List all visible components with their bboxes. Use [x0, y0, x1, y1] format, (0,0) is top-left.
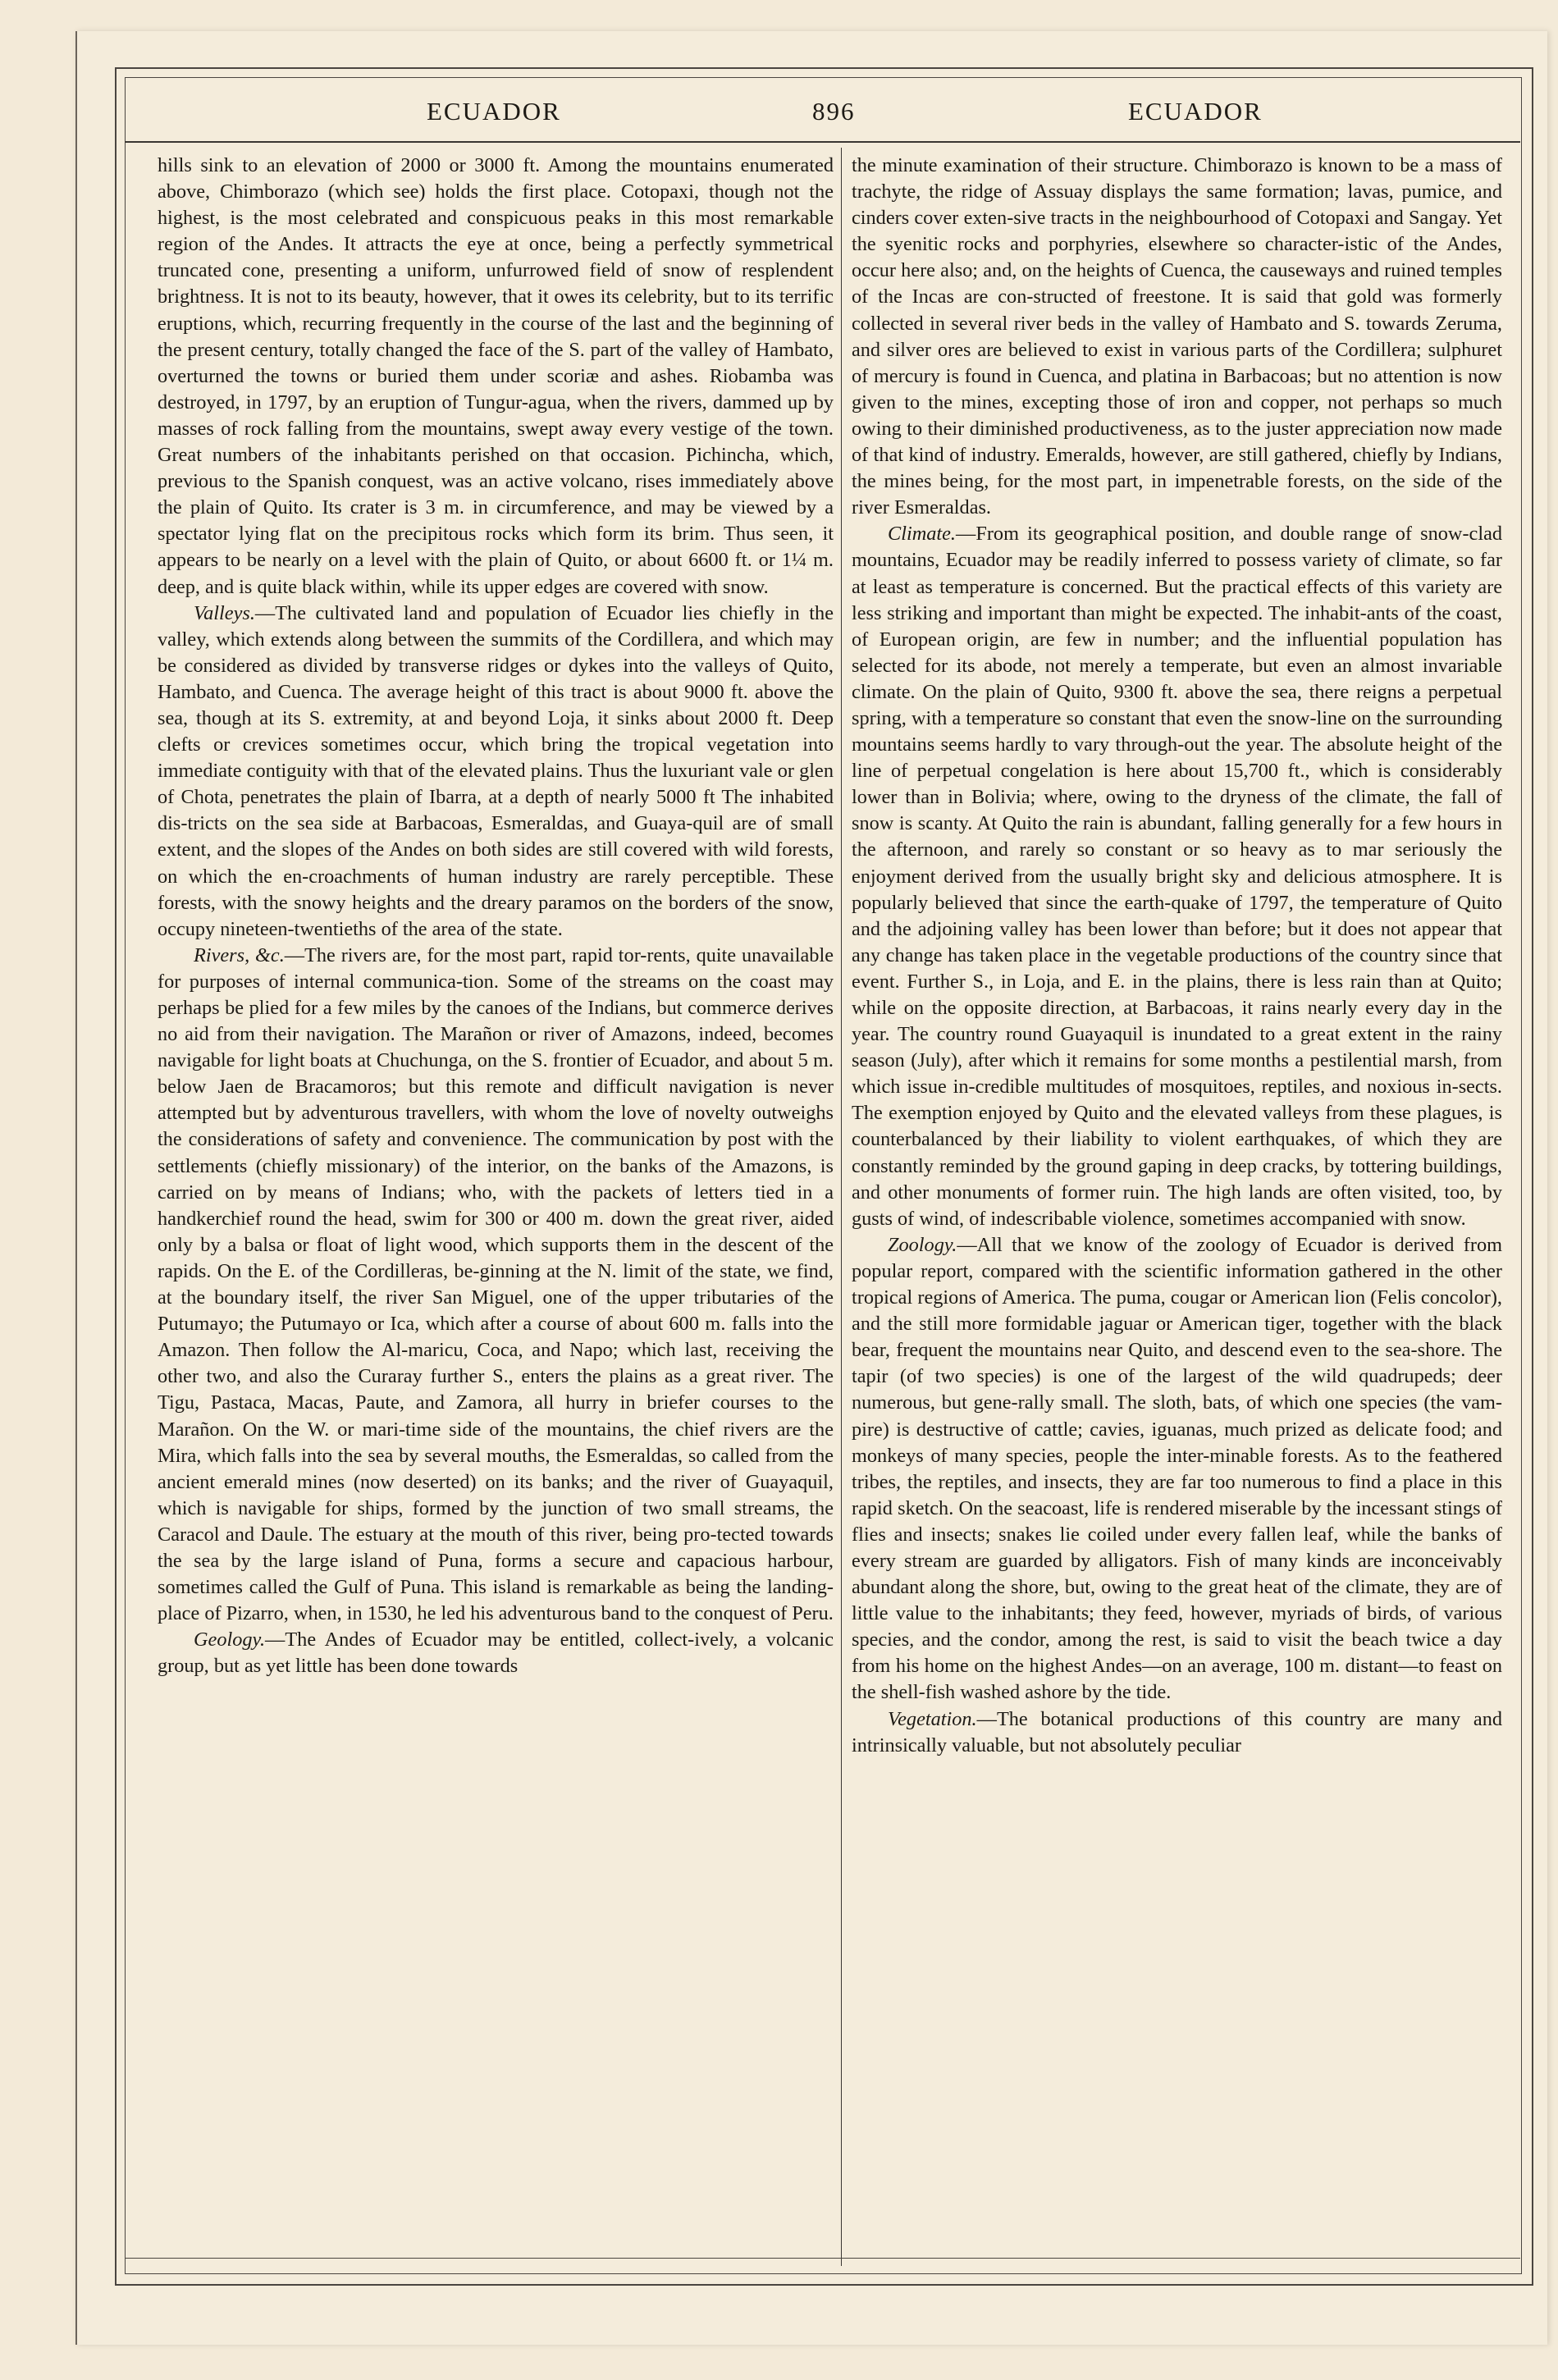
paragraph-text: —The botanical productions of this country are many and intrinsically valuable, but not absolutely peculiar — [852, 1707, 1502, 1756]
paragraph-text: —The rivers are, for the most part, rapid tor-rents, quite unavailable for purposes of internal communica-tion. Some of the streams on the coast may perhaps be plied for a few miles by the canoes of the Indians, but commerce derives no aid from their navigation. The Marañon or river of Amazons, indeed, becomes navigable for light boats at Chuchunga, on the S. frontier of Ecuador, and about 5 m. below Jaen de Bracamoros; but this remote and difficult navigation is never attempted but by adventurous travellers, with whom the love of novelty outweighs the considerations of safety and convenience. The communication by post with the settlements (chiefly missionary) of the interior, on the banks of the Amazons, is carried on by means of Indians; who, with the packets of letters tied in a handkerchief round the head, swim for 300 or 400 m. down the great river, aided only by a balsa or float of light wood, which supports them in the descent of the rapids. On the E. of the Cordilleras, be-ginning at the N. limit of the state, we find, at the boundary itself, the river San Miguel, one of the upper tributaries of the Putumayo; the Putumayo or Ica, which after a course of about 600 m. falls into the Amazon. Then follow the Al-maricu, Coca, and Napo; which last, receiving the other two, and also the Curaray further S., enters the plains as a great river. The Tigu, Pastaca, Macas, Paute, and Zamora, all hurry in briefer courses to the Marañon. On the W. or mari-time side of the mountains, the chief rivers are the Mira, which falls into the sea by several mouths, the Esmeraldas, so called from the ancient emerald mines (now deserted) on its banks; and the river of Guayaquil, which is navigable for ships, formed by the junction of two small streams, the Caracol and Daule. The estuary at the mouth of this river, being pro-tected towards the sea by the large island of Puna, forms a secure and capacious harbour, sometimes called the Gulf of Puna. This island is remarkable as being the landing-place of Pizarro, when, in 1530, he led his adventurous band to the conquest of Peru. — [158, 943, 834, 1625]
running-head-right: ECUADOR — [1128, 97, 1263, 126]
section-heading-zoology: Zoology. — [888, 1233, 957, 1256]
page-number: 896 — [812, 97, 856, 126]
paragraph-climate — [852, 521, 1502, 1232]
section-heading-valleys: Valleys. — [194, 601, 255, 624]
paragraph-text: —The Andes of Ecuador may be entitled, collect-ively, a volcanic group, but as yet little has been done towards — [158, 1629, 834, 1678]
paragraph-text: —All that we know of the zoology of Ecuador is derived from popular report, compared with the scientific information gathered in the other tropical regions of America. The puma, cougar or American lion (Felis concolor), and the still more formidable jaguar or American tiger, together with the black bear, frequent the mountains near Quito, and descend even to the sea-shore. The tapir (of two species) is one of the largest of the wild quadrupeds; deer numerous, but gene-rally small. The sloth, bats, of which one species (the vam-pire) is destructive of cattle; cavies, iguanas, much prized as delicate food; and monkeys of many species, people the inter-minable forests. As to the feathered tribes, the reptiles, and insects, they are far too numerous to find a place in this rapid sketch. On the seacoast, life is rendered miserable by the incessant stings of flies and insects; snakes lie coiled under every fallen leaf, while the banks of every stream are guarded by alligators. Fish of many kinds are inconceivably abundant along the shore, but, owing to the great heat of the climate, they are of little value to the inhabitants; they feed, however, myriads of birds, of various species, and the condor, among the rest, is said to visit the beach twice a day from his home on the highest Andes—on an average, 100 m. distant—to feast on the shell-fish washed ashore by the tide. — [852, 1233, 1502, 1704]
paragraph-zoology — [852, 1232, 1502, 1706]
footer-rule — [125, 2258, 1520, 2259]
section-heading-geology: Geology. — [194, 1629, 266, 1651]
paragraph-rivers — [158, 943, 834, 1627]
running-head-left: ECUADOR — [427, 97, 561, 126]
section-heading-rivers: Rivers, &c. — [194, 943, 285, 966]
paragraph-text: hills sink to an elevation of 2000 or 3000 ft. Among the mountains enumerated above, Chimborazo (which see) holds the first place. Cotopaxi, though not the highest, is the most celebrated and conspicuous peaks in this most remarkable region of the Andes. It attracts the eye at once, being a perfectly symmetrical truncated cone, presenting a uniform, unfurrowed field of snow of resplendent brightness. It is not to its beauty, however, that it owes its celebrity, but to its terrific eruptions, which, recurring frequently in the course of the last and the beginning of the present century, totally changed the face of the S. part of the valley of Hambato, overturned the towns or buried them under scoriæ and ashes. Riobamba was destroyed, in 1797, by an eruption of Tungur-agua, when the rivers, dammed up by masses of rock falling from the mountains, swept away every vestige of the town. Great numbers of the inhabitants perished on that occasion. Pichincha, which, previous to the Spanish conquest, was an active volcano, rises immediately above the plain of Quito. Its crater is 3 m. in circumference, and may be viewed by a spectator lying flat on the precipitous rocks which form its brim. Thus seen, it appears to be nearly on a level with the plain of Quito, or about 6600 ft. or 1¼ m. deep, and is quite black within, while its upper edges are covered with snow. — [158, 154, 834, 598]
paragraph-valleys — [158, 601, 834, 943]
paragraph-vegetation — [852, 1706, 1502, 1759]
right-column — [852, 153, 1502, 1759]
paragraph-mountains — [158, 153, 834, 601]
header-rule — [125, 141, 1520, 143]
column-divider — [841, 148, 842, 2266]
paragraph-geology-cont — [852, 153, 1502, 521]
paragraph-text: the minute examination of their structure. Chimborazo is known to be a mass of trachyte, the ridge of Assuay displays the same formation; lavas, pumice, and cinders cover exten-sive tracts in the neighbourhood of Cotopaxi and Sangay. Yet the syenitic rocks and porphyries, elsewhere so character-istic of the Andes, occur here also; and, on the heights of Cuenca, the causeways and ruined temples of the Incas are con-structed of freestone. It is said that gold was formerly collected in several river beds in the valley of Hambato and S. towards Zeruma, and silver ores are believed to exist in various parts of the Cordillera; sulphuret of mercury is found in Cuenca, and platina in Barbacoas; but no attention is now given to the mines, excepting those of iron and copper, not perhaps so much owing to their diminished productiveness, as to the juster appreciation now made of that kind of industry. Emeralds, however, are still gathered, chiefly by Indians, the mines being, for the most part, in impenetrable forests, on the side of the river Esmeraldas. — [852, 154, 1502, 519]
paragraph-text: —From its geographical position, and double range of snow-clad mountains, Ecuador may be readily inferred to possess variety of climate, so far at least as temperature is concerned. But the practical effects of this variety are less striking and important than might be expected. The inhabit-ants of the coast, of European origin, are few in number; and the influential population has selected for its abode, not merely a temperate, but even an almost invariable climate. On the plain of Quito, 9300 ft. above the sea, there reigns a perpetual spring, with a temperature so constant that even the snow-line on the surrounding mountains seems hardly to vary through-out the year. The absolute height of the line of perpetual congelation is here about 15,700 ft., which is considerably lower than in Bolivia; where, owing to the dryness of the climate, the fall of snow is scanty. At Quito the rain is abundant, falling generally for a few hours in the afternoon, and rarely so constant or so heavy as to mar seriously the enjoyment derived from the usually bright sky and delicious atmosphere. It is popularly believed that since the earth-quake of 1797, the temperature of Quito and the adjoining valley has been lower than before; but it does not appear that any change has taken place in the vegetable productions of the country since that event. Further S., in Loja, and E. in the plains, there is less rain than at Quito; while on the opposite direction, at Barbacoas, it rains nearly every day in the year. The country round Guayaquil is inundated to a great extent in the rainy season (July), after which it remains for some months a pestilential marsh, from which issue in-credible multitudes of mosquitoes, reptiles, and noxious in-sects. The exemption enjoyed by Quito and the elevated valleys from these plagues, is counterbalanced by their liability to violent earthquakes, of which they are constantly reminded by the ground gaping in deep cracks, by tottering buildings, and other monuments of former ruin. The high lands are often visited, too, by gusts of wind, of indescribable violence, sometimes accompanied with snow. — [852, 523, 1502, 1230]
paragraph-geology — [158, 1627, 834, 1679]
left-column — [158, 153, 834, 1679]
section-heading-vegetation: Vegetation. — [888, 1707, 977, 1730]
paragraph-text: —The cultivated land and population of Ecuador lies chiefly in the valley, which extends along between the summits of the Cordillera, and which may be considered as divided by transverse ridges or dykes into the valleys of Quito, Hambato, and Cuenca. The average height of this tract is about 9000 ft. above the sea, though at its S. extremity, at and beyond Loja, it sinks about 2000 ft. Deep clefts or crevices sometimes occur, which bring the tropical vegetation into immediate contiguity with that of the elevated plains. Thus the luxuriant vale or glen of Chota, penetrates the plain of Ibarra, at a depth of nearly 5000 ft The inhabited dis-tricts on the sea side at Barbacoas, Esmeraldas, and Guaya-quil are of small extent, and the slopes of the Andes on both sides are still covered with wild forests, on which the en-croachments of human industry are rarely perceptible. These forests, with the snowy heights and the dreary paramos on the borders of the snow, occupy nineteen-twentieths of the area of the state. — [158, 601, 834, 940]
section-heading-climate: Climate. — [888, 523, 957, 546]
